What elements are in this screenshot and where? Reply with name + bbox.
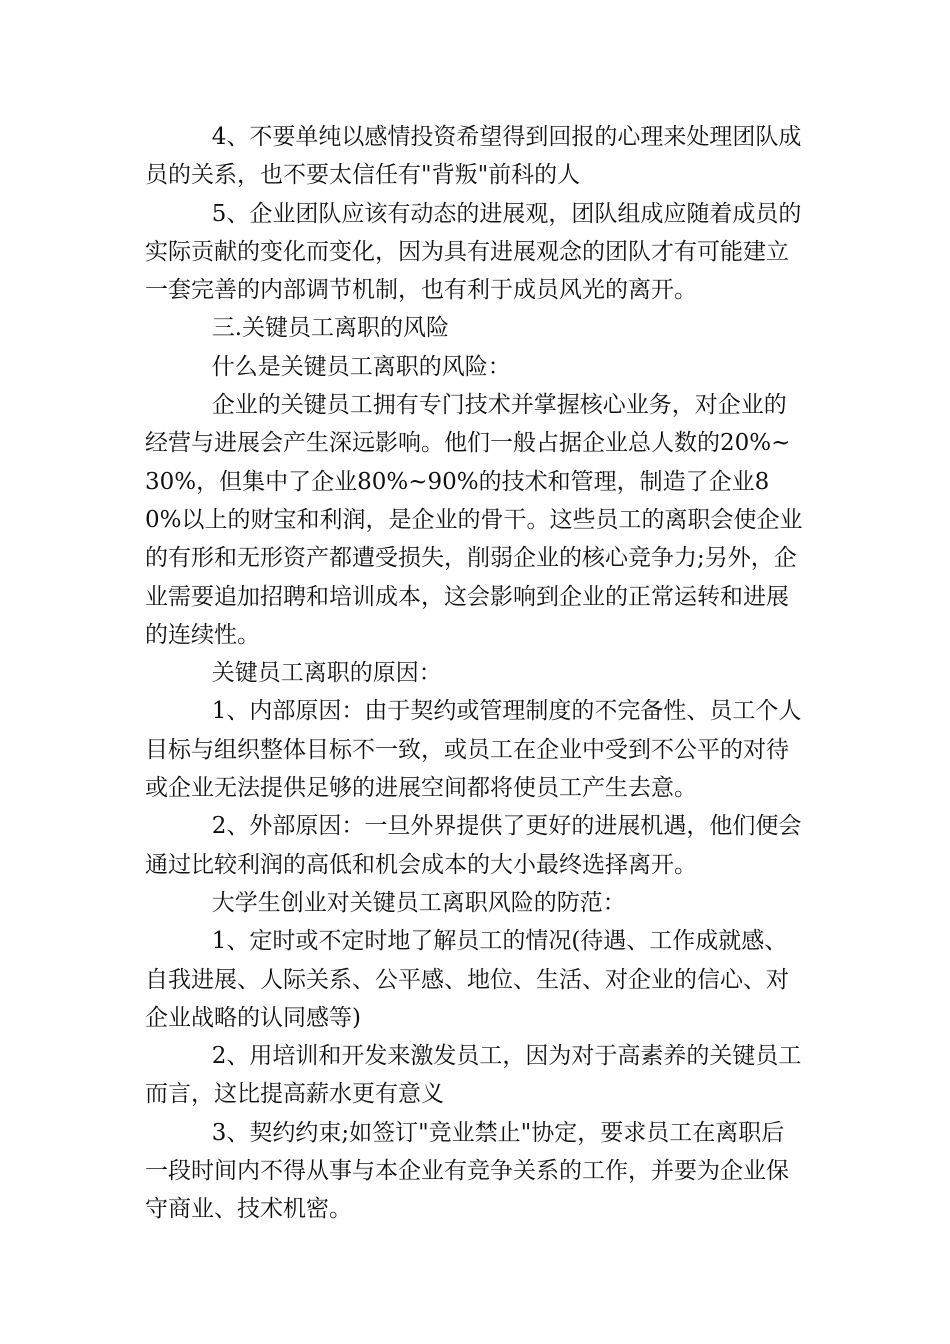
paragraph-external-reason: 2、外部原因：一旦外界提供了更好的进展机遇，他们便会通过比较利润的高低和机会成本的大小最终选择离开。 (145, 813, 802, 878)
subheading-prevention: 大学生创业对关键员工离职风险的防范： (211, 889, 626, 916)
paragraph-prevention-1: 1、定时或不定时地了解员工的情况(待遇、工作成就感、自我进展、人际关系、公平感、地位、生活、对企业的信心、对企业战略的认同感等) (145, 928, 789, 1031)
document-body (145, 118, 805, 1229)
paragraph-prevention-2: 2、用培训和开发来激发员工，因为对于高素养的关键员工而言，这比提高薪水更有意义 (145, 1043, 802, 1108)
section-heading: 三.关键员工离职的风险 (211, 315, 449, 342)
paragraph-internal-reason: 1、内部原因：由于契约或管理制度的不完备性、员工个人目标与组织整体目标不一致，或员工在企业中受到不公平的对待或企业无法提供足够的进展空间都将使员工产生去意。 (145, 698, 802, 802)
subheading-what-is: 什么是关键员工离职的风险： (211, 353, 511, 380)
paragraph-point-4: 4、不要单纯以感情投资希望得到回报的心理来处理团队成员的关系，也不要太信任有"背叛"前科的人 (145, 124, 802, 189)
paragraph-prevention-3: 3、契约约束;如签订"竞业禁止"协定，要求员工在离职后一段时间内不得从事与本企业有竞争关系的工作，并要为企业保守商业、技术机密。 (145, 1119, 789, 1223)
subheading-reasons: 关键员工离职的原因： (211, 660, 442, 687)
paragraph-point-5: 5、企业团队应该有动态的进展观，团队组成应随着成员的实际贡献的变化而变化，因为具有进展观念的团队才有可能建立一套完善的内部调节机制，也有利于成员风光的离开。 (145, 200, 802, 304)
paragraph-definition: 企业的关键员工拥有专门技术并掌握核心业务，对企业的经营与进展会产生深远影响。他们一般占据企业总人数的20%~30%，但集中了企业80%~90%的技术和管理，制造了企业80%以上的财宝和利润，是企业的骨干。这些员工的离职会使企业的有形和无形资产都遭受损失，削弱企业的核心竞争力;另外，企业需要追加招聘和培训成本，这会影响到企业的正常运转和进展的连续性。 (145, 392, 803, 648)
